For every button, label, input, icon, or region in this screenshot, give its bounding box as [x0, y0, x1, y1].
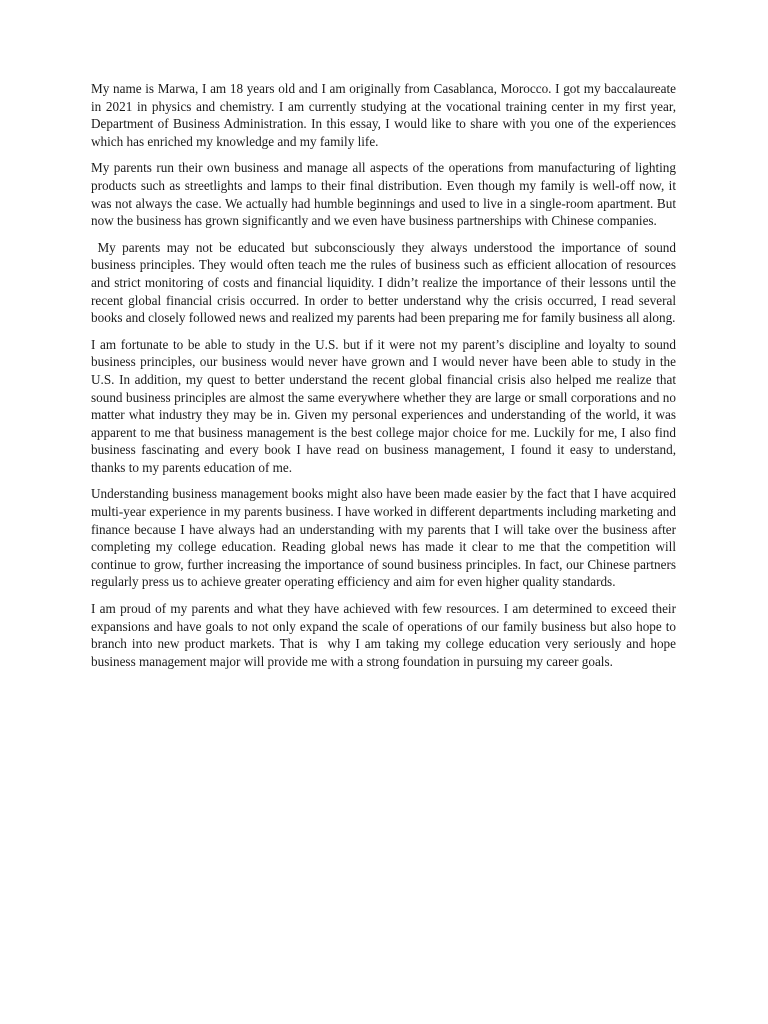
paragraph-family-business: My parents run their own business and manage all aspects of the operations from manufacturing of lighting products such as streetlights and lamps to their final distribution. Even though my family is well-off now, it was not always the case. We actually had humble beginnings and used to live in a single-room apartment. But now the business has grown significantly and we even have business partnerships with Chinese companies.	[91, 160, 680, 229]
paragraph-introduction: My name is Marwa, I am 18 years old and I am originally from Casablanca, Morocco. I got my baccalaureate in 2021 in physics and chemistry. I am currently studying at the vocational training center in my first year, Department of Business Administration. In this essay, I would like to share with you one of the experiences which has enriched my knowledge and my family life.	[91, 81, 680, 149]
paragraph-experience: Understanding business management books might also have been made easier by the fact that I have acquired multi-year experience in my parents business. I have worked in different departments including marketing and finance because I have always had an understanding with my parents that I will take over the business after completing my college education. Reading global news has made it clear to me that the competition will continue to grow, further increasing the importance of sound business principles. In fact, our Chinese partners regularly press us to achieve greater operating efficiency and aim for even higher quality standards.	[91, 486, 680, 590]
essay-page	[91, 80, 680, 679]
paragraph-business-principles: My parents may not be educated but subconsciously they always understood the importance of sound business principles. They would often teach me the rules of business such as efficient allocation of resources and strict monitoring of costs and financial liquidity. I didn’t realize the importance of their lessons until the recent global financial crisis occurred. In order to better understand why the crisis occurred, I read several books and closely followed news and realized my parents had been preparing me for family business all along.	[91, 239, 680, 326]
paragraph-study-in-us: I am fortunate to be able to study in the U.S. but if it were not my parent’s discipline and loyalty to sound business principles, our business would never have grown and I would never have been able to study in the U.S. In addition, my quest to better understand the recent global financial crisis also helped me realize that sound business principles are almost the same everywhere whether they are large or small corporations and no matter what industry they may be in. Given my personal experiences and understanding of the world, it was apparent to me that business management is the best college major choice for me. Luckily for me, I also find business fascinating and every book I have read on business management, I found it easy to understand, thanks to my parents education of me.	[91, 336, 680, 475]
paragraph-conclusion: I am proud of my parents and what they have achieved with few resources. I am determined to exceed their expansions and have goals to not only expand the scale of operations of our family business but also hope to branch into new product markets. That is why I am taking my college education very seriously and hope business management major will provide me with a strong foundation in pursuing my career goals.	[91, 601, 680, 669]
